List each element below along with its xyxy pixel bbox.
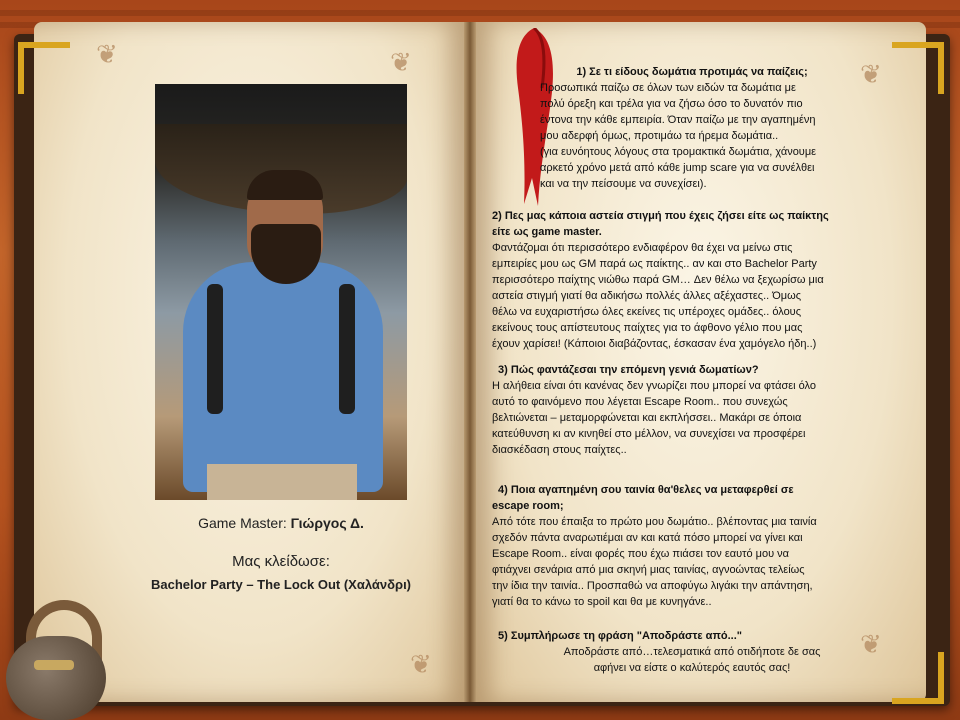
answer-2-line: έχουν χαρίσει! (Κάποιοι διαβάζοντας, έσκασαν ένα χαμόγελο ήδη..) (492, 338, 817, 350)
padlock-icon (0, 600, 112, 720)
qa-4 (492, 482, 892, 610)
answer-2-line: θέλω να ευχαριστήσω όλες εκείνες τις υπέροχες ομάδες.. όλους (492, 306, 801, 318)
answer-3-line: βελτιώνεται – μεταμορφώνεται και εκπλήσσει.. Μακάρι σε όποια (492, 412, 802, 424)
qa-3 (492, 362, 892, 458)
corner-ornament-icon (18, 42, 70, 94)
question-4-line: escape room; (492, 500, 564, 512)
question-5: 5) Συμπλήρωσε τη φράση "Αποδράστε από..." (498, 630, 742, 642)
answer-1-line: (για ευνόητους λόγους στα τρομακτικά δωμάτια, χάνουμε (540, 146, 817, 158)
answer-1-line: πολύ όρεξη και τρέλα για να ζήσω όσο το δυνατόν πιο (540, 98, 803, 110)
answer-4-line: Escape Room.. είναι φορές που έχω πιάσει τον εαυτό μου να (492, 548, 790, 560)
answer-1-line: και να την πείσουμε να συνεχίσει). (540, 178, 707, 190)
flourish-icon: ❦ (860, 60, 882, 90)
corner-ornament-icon (892, 42, 944, 94)
answer-1-line: αρκετό χρόνο μετά από κάθε jump scare για να συνέλθει (540, 162, 815, 174)
qa-2 (492, 208, 892, 352)
answer-2-line: εμπειρίες μου ως GM παρά ως παίκτης.. αν και στο Bachelor Party (492, 258, 817, 270)
answer-2-line: περισσότερο παίχτης νιώθω παρά GM… Δεν θέλω να ξεχωρίσω μια (492, 274, 824, 286)
gm-prefix: Game Master: (198, 515, 291, 531)
answer-4-line: Από τότε που έπαιξα το πρώτο μου δωμάτιο.. βλέποντας μια ταινία (492, 516, 817, 528)
room-name: Bachelor Party – The Lock Out (Χαλάνδρι) (150, 577, 412, 592)
flourish-icon: ❦ (390, 48, 412, 78)
book-spine (464, 22, 476, 702)
gm-name: Γιώργος Δ. (290, 515, 364, 531)
question-2-line: 2) Πες μας κάποια αστεία στιγμή που έχεις ζήσει είτε ως παίκτης (492, 210, 829, 222)
answer-4-line: γιατί θα το κάνω το spoil και θα με κυνηγάνε.. (492, 596, 712, 608)
answer-2-line: Φαντάζομαι ότι περισσότερο ενδιαφέρον θα έχει να μείνω στις (492, 242, 793, 254)
flourish-icon: ❦ (410, 650, 432, 680)
question-1: 1) Σε τι είδους δωμάτια προτιμάς να παίζεις; (576, 66, 808, 78)
game-master-caption (150, 515, 412, 531)
answer-3-line: κατεύθυνση κι αν κινηθεί στο μέλλον, να συνεχίσει να προσφέρει (492, 428, 806, 440)
corner-ornament-icon (892, 652, 944, 704)
answer-1-line: έντονα την κάθε εμπειρία. Όταν παίζω με την αγαπημένη (540, 114, 816, 126)
locked-label: Μας κλείδωσε: (232, 553, 330, 570)
answer-5-line: αφήνει να είστε ο καλύτερός εαυτός σας! (593, 662, 791, 674)
answer-4-line: φτιάχνει σενάρια από μια σκηνή μιας ταινίας, αγνοώντας τελείως (492, 564, 805, 576)
question-2-line: είτε ως game master. (492, 226, 602, 238)
flourish-icon: ❦ (96, 40, 118, 70)
answer-3-line: Η αλήθεια είναι ότι κανένας δεν γνωρίζει που μπορεί να φτάσει όλο (492, 380, 817, 392)
answer-2-line: εκείνους τους απίστευτους παίχτες για το άφθονο γέλιο που μας (492, 322, 803, 334)
answer-2-line: αστεία στιγμή γιατί θα αδικήσω πολλές άλλες αξέχαστες.. Όμως (492, 290, 802, 302)
answer-5-line: Αποδράστε από…τελεσματικά από οτιδήποτε δε σας (563, 646, 821, 658)
answer-1-line: Προσωπικά παίζω σε όλων των ειδών τα δωμάτια με (540, 82, 796, 94)
answer-4-line: την ίδια την ταινία.. Προσπαθώ να αποφύγω λιγάκι την απάντηση, (492, 580, 813, 592)
answer-3-line: διασκέδαση στους παίχτες.. (492, 444, 627, 456)
answer-1-line: μου αδερφή όμως, προτιμάω τα ήρεμα δωμάτια.. (540, 130, 779, 142)
qa-5 (492, 628, 892, 676)
question-4-line: 4) Ποια αγαπημένη σου ταινία θα'θελες να μεταφερθεί σε (498, 484, 794, 496)
flourish-icon: ❦ (860, 630, 882, 660)
qa-1 (492, 64, 892, 192)
answer-4-line: σχεδόν πάντα αναρωτιέμαι αν και κατά πόσο μπορεί να γίνει και (492, 532, 803, 544)
portrait-photo (155, 84, 407, 500)
answer-3-line: αυτό το φαινόμενο που λέγεται Escape Room.. που συνεχώς (492, 396, 788, 408)
question-3: 3) Πώς φαντάζεσαι την επόμενη γενιά δωματίων? (498, 364, 759, 376)
